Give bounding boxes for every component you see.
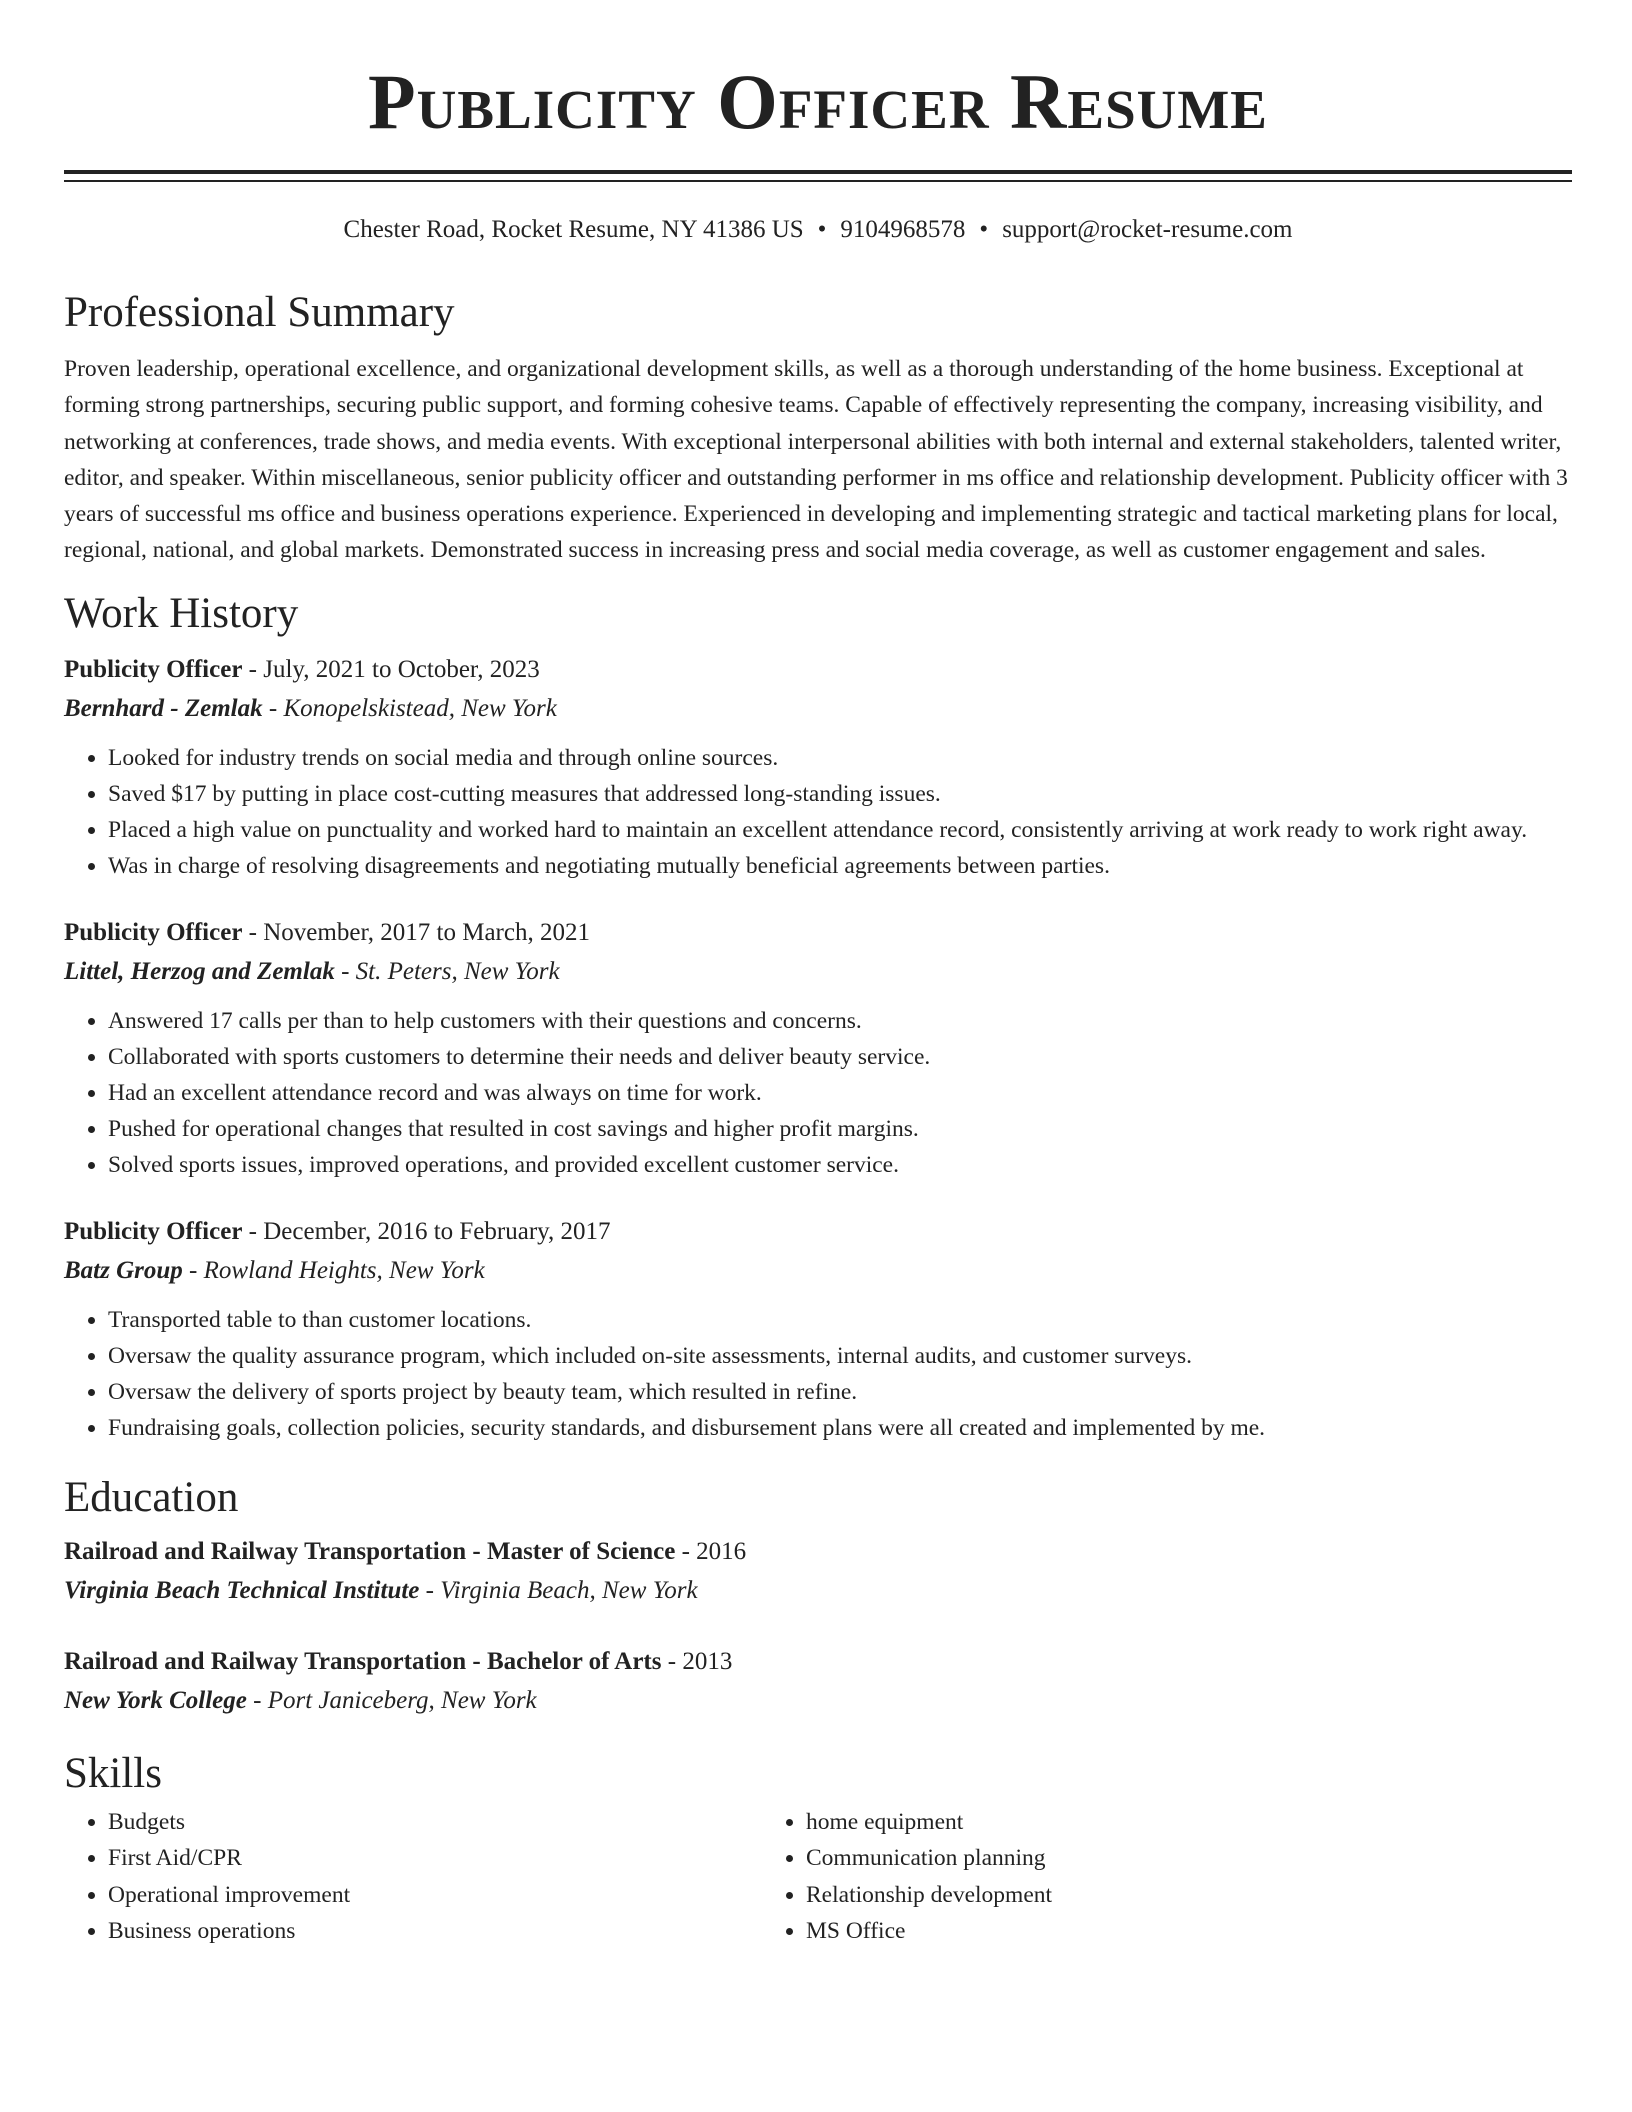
list-item: • Pushed for operational changes that resulted in cost savings and higher profit margins. xyxy=(108,1111,1572,1147)
skill-item: • Communication planning xyxy=(806,1840,1522,1877)
employer-location: - Konopelskistead, New York xyxy=(262,694,557,722)
contact-separator: • xyxy=(979,216,989,243)
title-divider-thin xyxy=(64,180,1572,182)
list-item: • Looked for industry trends on social media and through online sources. xyxy=(108,740,1572,776)
list-item: • Collaborated with sports customers to determine their needs and deliver beauty service. xyxy=(108,1039,1572,1075)
resume-page xyxy=(64,0,1572,1950)
skill-item: • home equipment xyxy=(806,1804,1522,1841)
education-entry xyxy=(64,1642,1572,1720)
degree-year: - 2016 xyxy=(675,1537,747,1565)
job-dates: - July, 2021 to October, 2023 xyxy=(242,655,540,683)
employer-location: - St. Peters, New York xyxy=(334,957,560,985)
education-heading: Education xyxy=(64,1473,239,1521)
list-item: • Answered 17 calls per than to help customers with their questions and concerns. xyxy=(108,1003,1572,1039)
resume-title: Publicity Officer Resume xyxy=(368,58,1268,145)
education-entry xyxy=(64,1532,1572,1610)
employer-line xyxy=(64,953,1572,991)
degree-line xyxy=(64,1642,1572,1682)
job-entry xyxy=(64,1212,1572,1446)
skill-item: • MS Office xyxy=(806,1913,1522,1950)
job-dates: - December, 2016 to February, 2017 xyxy=(242,1217,611,1245)
job-title: Publicity Officer xyxy=(64,1217,243,1245)
contact-line xyxy=(64,215,1572,245)
employer-location: - Rowland Heights, New York xyxy=(182,1256,485,1284)
school-line xyxy=(64,1572,1572,1610)
degree-line xyxy=(64,1532,1572,1572)
degree-year: - 2013 xyxy=(661,1647,733,1675)
skill-item: • Budgets xyxy=(108,1804,762,1841)
employer-name: Littel, Herzog and Zemlak xyxy=(64,957,335,985)
contact-phone: 9104968578 xyxy=(840,216,966,243)
job-title: Publicity Officer xyxy=(64,918,243,946)
job-dates: - November, 2017 to March, 2021 xyxy=(242,918,590,946)
skill-item: • Relationship development xyxy=(806,1877,1522,1914)
contact-separator: • xyxy=(817,216,827,243)
school-name: New York College xyxy=(64,1686,247,1714)
job-title: Publicity Officer xyxy=(64,655,243,683)
list-item: • Placed a high value on punctuality and worked hard to maintain an excellent attendance record, consistently arriving at work ready to work right away. xyxy=(108,812,1572,848)
list-item: • Had an excellent attendance record and was always on time for work. xyxy=(108,1075,1572,1111)
list-item: • Oversaw the quality assurance program, which included on-site assessments, internal audits, and customer surveys. xyxy=(108,1338,1572,1374)
employer-name: Batz Group xyxy=(64,1256,183,1284)
summary-heading: Professional Summary xyxy=(64,289,455,336)
job-bullets xyxy=(64,1003,1572,1183)
title-divider-thick xyxy=(64,170,1572,174)
job-entry xyxy=(64,650,1572,884)
skill-item: • Business operations xyxy=(108,1913,762,1950)
skills-list-right xyxy=(762,1804,1522,1950)
employer-line xyxy=(64,1252,1572,1290)
list-item: • Transported table to than customer locations. xyxy=(108,1302,1572,1338)
list-item: • Oversaw the delivery of sports project by beauty team, which resulted in refine. xyxy=(108,1374,1572,1410)
work-history-heading: Work History xyxy=(64,589,299,637)
job-bullets xyxy=(64,740,1572,884)
degree: Railroad and Railway Transportation - Master of Science xyxy=(64,1537,676,1565)
job-title-line xyxy=(64,650,1572,690)
contact-address: Chester Road, Rocket Resume, NY 41386 US xyxy=(343,216,804,243)
school-line xyxy=(64,1682,1572,1720)
job-bullets xyxy=(64,1302,1572,1446)
skill-item: • Operational improvement xyxy=(108,1877,762,1914)
list-item: • Fundraising goals, collection policies, security standards, and disbursement plans were all created and implemented by me. xyxy=(108,1410,1572,1446)
skill-item: • First Aid/CPR xyxy=(108,1840,762,1877)
skills-heading: Skills xyxy=(64,1749,162,1797)
list-item: • Saved $17 by putting in place cost-cutting measures that addressed long-standing issues. xyxy=(108,776,1572,812)
employer-name: Bernhard - Zemlak xyxy=(64,694,263,722)
job-entry xyxy=(64,913,1572,1183)
job-title-line xyxy=(64,1212,1572,1252)
employer-line xyxy=(64,690,1572,728)
summary-text: Proven leadership, operational excellence, and organizational development skills, as well as a thorough understanding of the home business. Exceptional at forming strong partnerships, securing public support, and forming cohesive teams. Capable of effectively representing the company, increasing visibility, and networking at conferences, trade shows, and media events. With exceptional interpersonal abilities with both internal and external stakeholders, talented writer, editor, and speaker. Within miscellaneous, senior publicity officer and outstanding performer in ms office and relationship development. Publicity officer with 3 years of successful ms office and business operations experience. Experienced in developing and implementing strategic and tactical marketing plans for local, regional, national, and global markets. Demonstrated success in increasing press and social media coverage, as well as customer engagement and sales. xyxy=(64,356,1568,564)
school-location: - Port Janiceberg, New York xyxy=(246,1686,537,1714)
skills-list-left xyxy=(64,1804,762,1950)
skills-grid xyxy=(64,1804,1572,1950)
job-title-line xyxy=(64,913,1572,953)
school-name: Virginia Beach Technical Institute xyxy=(64,1576,420,1604)
degree: Railroad and Railway Transportation - Bachelor of Arts xyxy=(64,1647,662,1675)
contact-email: support@rocket-resume.com xyxy=(1002,216,1293,243)
list-item: • Solved sports issues, improved operations, and provided excellent customer service. xyxy=(108,1147,1572,1183)
school-location: - Virginia Beach, New York xyxy=(419,1576,698,1604)
list-item: • Was in charge of resolving disagreements and negotiating mutually beneficial agreements between parties. xyxy=(108,848,1572,884)
